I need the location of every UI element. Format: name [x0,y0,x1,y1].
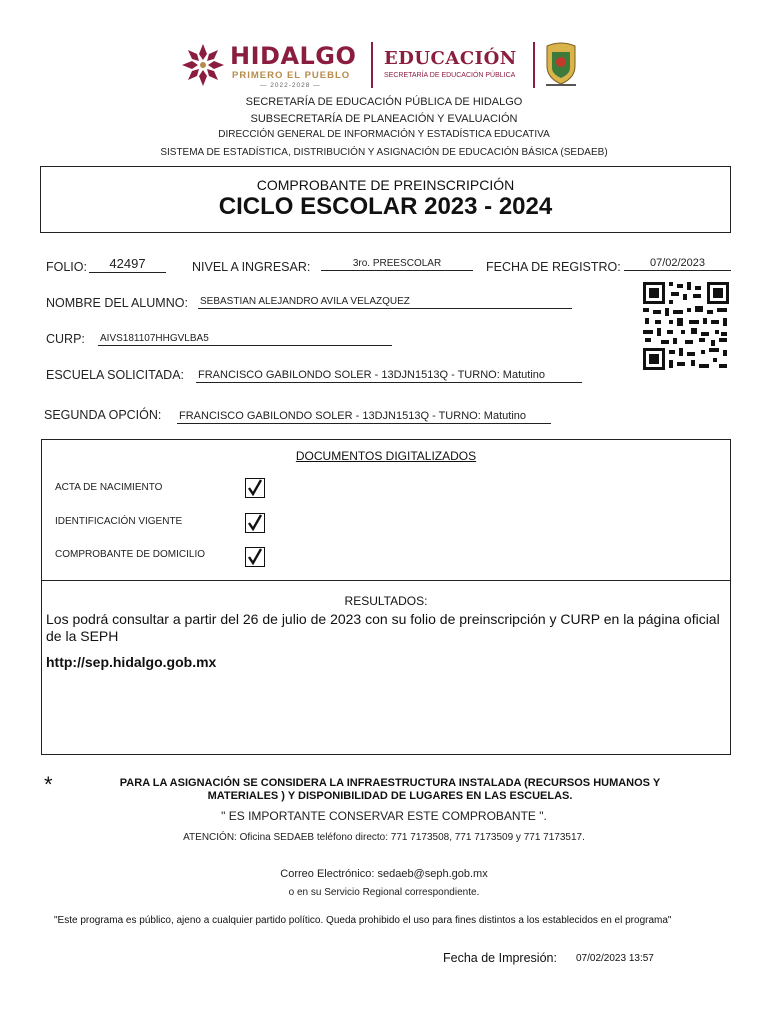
curp-label: CURP: [46,332,85,346]
title-box [40,166,731,233]
segunda-opcion-label: SEGUNDA OPCIÓN: [44,408,162,422]
regional-line: o en su Servicio Regional correspondiente. [288,887,480,898]
doc-checkbox-identificacion[interactable] [245,513,265,533]
escuela-value: FRANCISCO GABILONDO SOLER - 13DJN1513Q - TURNO: Matutino [196,369,582,383]
attention-line: ATENCIÓN: Oficina SEDAEB teléfono directo: 771 7173508, 771 7173509 y 771 7173517. [183,832,585,843]
checkmark-icon [247,548,263,566]
assignment-notice: PARA LA ASIGNACIÓN SE CONSIDERA LA INFRAESTRUCTURA INSTALADA (RECURSOS HUMANOS Y MATERIALES ) Y DISPONIBILIDAD DE LUGARES EN LAS ESCUELAS. [119,777,661,802]
asterisk-mark: * [44,772,53,797]
important-notice: " ES IMPORTANTE CONSERVAR ESTE COMPROBANTE ". [221,809,547,823]
education-title: EDUCACIÓN [384,48,517,69]
document-subtitle: COMPROBANTE DE PREINSCRIPCIÓN [256,177,515,193]
hidalgo-years: — 2022-2028 — [260,82,321,89]
escuela-label: ESCUELA SOLICITADA: [46,368,185,382]
header-line-4: SISTEMA DE ESTADÍSTICA, DISTRIBUCIÓN Y ASIGNACIÓN DE EDUCACIÓN BÁSICA (SEDAEB) [160,147,608,158]
hidalgo-star-icon [180,42,226,88]
header-line-2: SUBSECRETARÍA DE PLANEACIÓN Y EVALUACIÓN [250,113,518,125]
header-line-1: SECRETARÍA DE EDUCACIÓN PÚBLICA DE HIDALGO [245,96,523,108]
doc-label-identificacion: IDENTIFICACIÓN VIGENTE [55,516,183,527]
education-subtitle: SECRETARÍA DE EDUCACIÓN PÚBLICA [384,72,516,79]
hidalgo-logo [180,40,370,92]
segunda-opcion-value: FRANCISCO GABILONDO SOLER - 13DJN1513Q - TURNO: Matutino [177,410,551,424]
results-heading: RESULTADOS: [344,594,428,608]
hidalgo-title: HIDALGO [230,42,357,70]
nivel-label: NIVEL A INGRESAR: [192,260,311,274]
qr-code-icon [641,280,731,372]
checkmark-icon [247,479,263,497]
header-divider [371,42,373,88]
nivel-value: 3ro. PREESCOLAR [321,258,473,271]
doc-label-domicilio: COMPROBANTE DE DOMICILIO [55,549,206,560]
header-line-3: DIRECCIÓN GENERAL DE INFORMACIÓN Y ESTADÍSTICA EDUCATIVA [218,129,550,140]
box-divider [41,580,731,581]
header-divider-2 [533,42,535,88]
folio-value: 42497 [89,256,166,273]
print-date-value: 07/02/2023 13:57 [576,953,654,964]
doc-label-acta: ACTA DE NACIMIENTO [55,482,163,493]
email-line: Correo Electrónico: sedaeb@seph.gob.mx [280,868,488,880]
results-text: Los podrá consultar a partir del 26 de julio de 2023 con su folio de preinscripción y CURP en la página oficial de la SEPH [46,611,720,644]
doc-checkbox-domicilio[interactable] [245,547,265,567]
results-url-link[interactable]: http://sep.hidalgo.gob.mx [46,654,217,670]
hidalgo-subtitle: PRIMERO EL PUEBLO [232,70,351,81]
nombre-value: SEBASTIAN ALEJANDRO AVILA VELAZQUEZ [198,296,572,309]
doc-checkbox-acta[interactable] [245,478,265,498]
documents-heading-wrap [41,449,731,463]
print-date-label: Fecha de Impresión: [443,951,557,965]
fecha-registro-label: FECHA DE REGISTRO: [486,260,621,274]
state-coat-of-arms-icon [542,40,580,88]
curp-value: AIVS181107HHGVLBA5 [98,333,392,346]
checkmark-icon [247,514,263,532]
document-title: CICLO ESCOLAR 2023 - 2024 [218,193,553,220]
documents-heading: DOCUMENTOS DIGITALIZADOS [295,449,477,463]
education-logo [384,48,517,79]
fecha-registro-value: 07/02/2023 [624,257,731,271]
folio-label: FOLIO: [46,260,87,274]
disclaimer-text: "Este programa es público, ajeno a cualquier partido político. Queda prohibido el uso para fines distintos a los establecidos en el programa" [54,915,672,926]
nombre-label: NOMBRE DEL ALUMNO: [46,296,188,310]
